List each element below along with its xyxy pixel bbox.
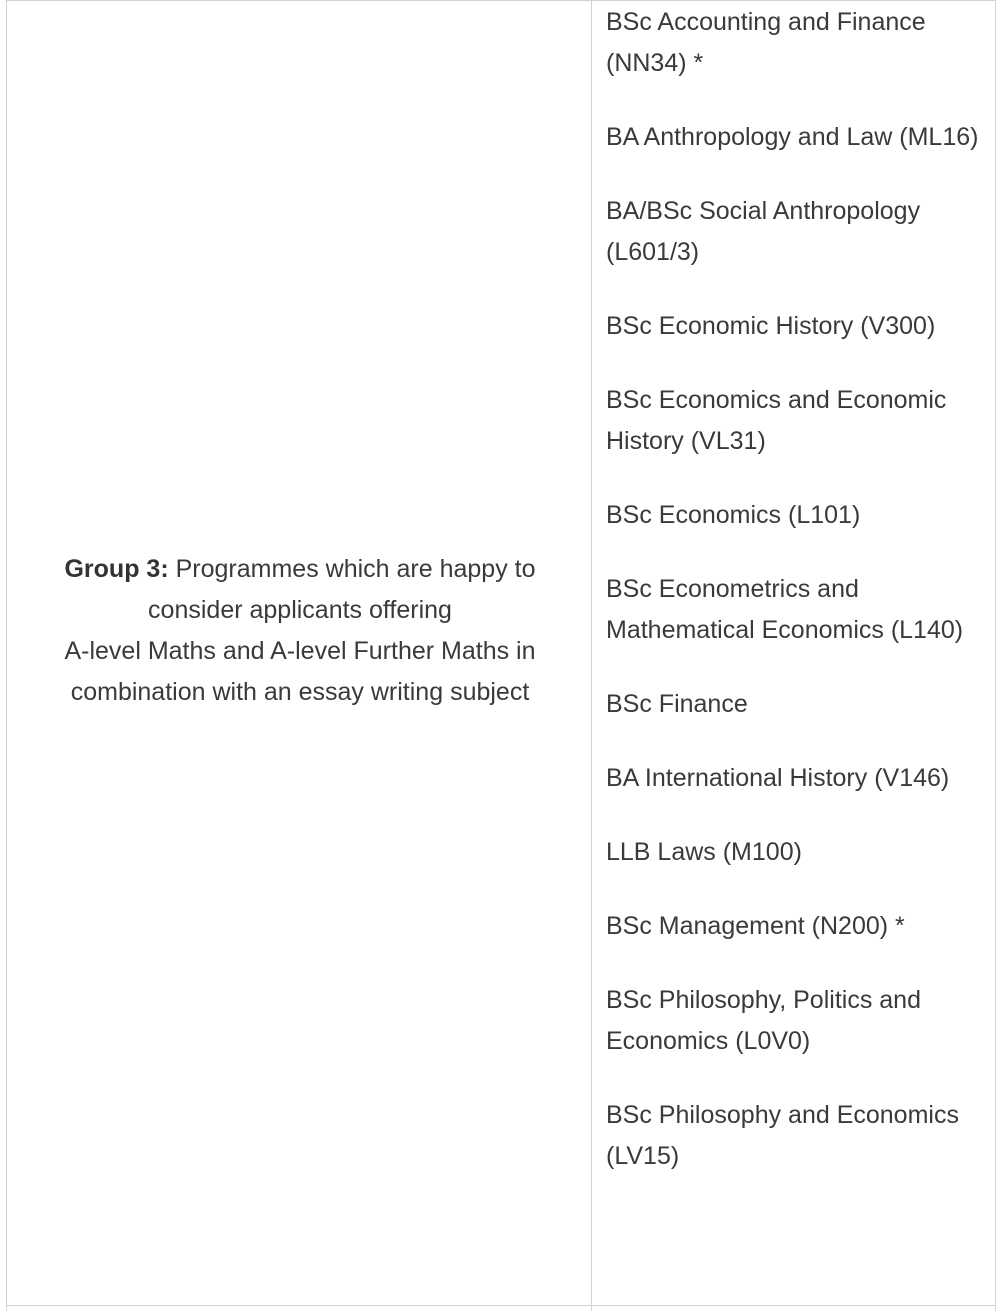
programme-item: BSc Economics and Economic History (VL31) <box>606 386 947 455</box>
programme-list <box>606 2 990 1210</box>
group-description-line2: A-level Maths and A-level Further Maths in combination with an essay writing subject <box>64 637 536 706</box>
programme-item: BSc Management (N200) * <box>606 912 905 940</box>
programme-item: BA Anthropology and Law (ML16) <box>606 123 979 151</box>
programme-item: BSc Economics (L101) <box>606 501 861 529</box>
group-description-line1: Programmes which are happy to consider applicants offering <box>148 555 536 624</box>
programme-item: BSc Philosophy, Politics and Economics (L0V0) <box>606 986 921 1055</box>
row-divider <box>6 1305 996 1306</box>
programme-item: BA/BSc Social Anthropology (L601/3) <box>606 197 921 266</box>
programme-item: BSc Economic History (V300) <box>606 312 936 340</box>
column-divider <box>591 0 592 1311</box>
programme-item: BA International History (V146) <box>606 764 950 792</box>
programme-item: BSc Accounting and Finance (NN34) * <box>606 8 926 77</box>
programme-item: LLB Laws (M100) <box>606 838 802 866</box>
group-description-cell <box>30 549 570 713</box>
programme-item: BSc Finance <box>606 690 748 718</box>
group-label: Group 3: <box>64 555 169 583</box>
programme-item: BSc Econometrics and Mathematical Economics (L140) <box>606 575 964 644</box>
programme-item: BSc Philosophy and Economics (LV15) <box>606 1101 959 1170</box>
